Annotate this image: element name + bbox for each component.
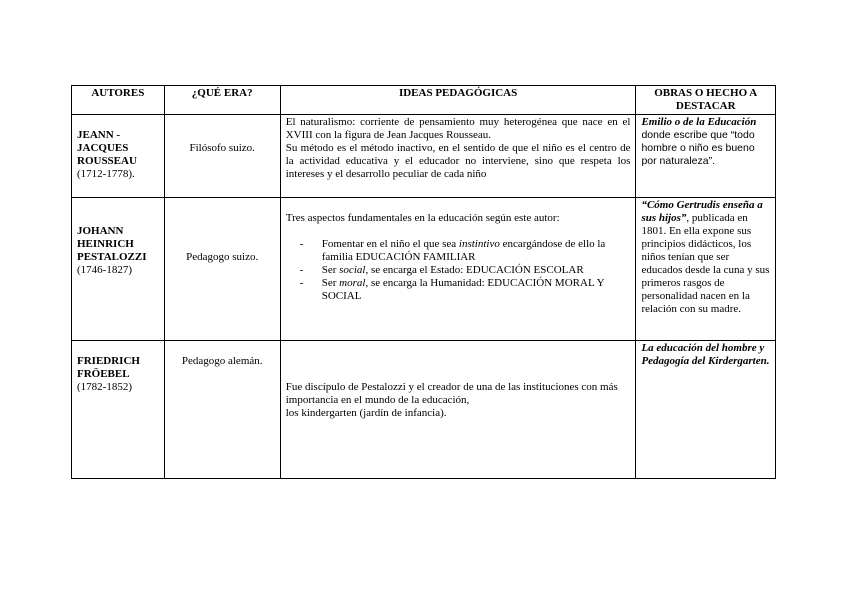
works-cell [636, 198, 776, 341]
role-text: Pedagogo alemán. [181, 355, 263, 367]
ideas-cell [280, 198, 636, 341]
table-row [72, 341, 776, 479]
role-text: Filósofo suizo. [189, 142, 255, 154]
works-cell [636, 115, 776, 198]
ideas-paragraph: El naturalismo: corriente de pensamiento muy heterogénea que nace en el XVIII con la figura de Jean Jacques Rousseau. [285, 116, 631, 141]
author-name: JEANN - JACQUES ROUSSEAU [77, 129, 137, 167]
work-title: La educación del hombre y Pedagogía del Kirdergarten. [641, 342, 770, 367]
author-years: (1712-1778). [77, 168, 135, 180]
header-que-era: ¿QUÉ ERA? [164, 86, 280, 115]
work-title: Emilio o de la Educación [641, 116, 757, 128]
author-years: (1782-1852) [77, 381, 132, 393]
work-text: , publicada en 1801. En ella expone sus principios didácticos, los niños tenían que ser educados desde la cuna y sus primeros rasgos de personalidad nacen en la relación con su madre. [641, 212, 770, 315]
author-years: (1746-1827) [77, 264, 132, 276]
role-cell [164, 198, 280, 341]
ideas-paragraph: Su método es el método inactivo, en el sentido de que el niño es el centro de la actividad educativa y el educador no interviene, sino que respeta los intereses y el desarrollo peculiar de cada niño [285, 142, 631, 180]
author-name: JOHANN HEINRICH PESTALOZZI [77, 225, 147, 263]
role-cell [164, 341, 280, 479]
authors-table [71, 85, 776, 479]
list-item: - Fomentar en el niño el que sea instintivo encargándose de ello la familia EDUCACIÓN FAMILIAR [304, 238, 631, 264]
ideas-cell [280, 341, 636, 479]
header-autores: AUTORES [72, 86, 165, 115]
works-cell [636, 341, 776, 479]
author-cell [72, 115, 165, 198]
list-item-continuation: - Ser moral, se encarga la Humanidad: EDUCACIÓN MORAL Y SOCIAL [304, 277, 631, 303]
list-item: - Ser social, se encarga el Estado: EDUCACIÓN ESCOLAR [304, 264, 631, 277]
author-name: FRIEDRICH FRÖEBEL [77, 355, 140, 380]
ideas-cell [280, 115, 636, 198]
ideas-intro: Tres aspectos fundamentales en la educación según este autor: [285, 212, 560, 224]
ideas-paragraph: los kindergarten (jardín de infancia). [285, 407, 447, 419]
header-obras: OBRAS O HECHO A DESTACAR [636, 86, 776, 115]
table-row [72, 198, 776, 341]
role-text: Pedagogo suizo. [186, 251, 259, 263]
work-title: “Cómo Gertrudis enseña a sus hijos” [641, 199, 763, 224]
ideas-paragraph: Fue discípulo de Pestalozzi y el creador de una de las instituciones con más importancia en el mundo de la educación, [285, 381, 618, 406]
role-cell [164, 115, 280, 198]
header-row [72, 86, 776, 115]
header-ideas: IDEAS PEDAGÓGICAS [280, 86, 636, 115]
work-text: donde escribe que “todo hombre o niño es bueno por naturaleza”. [641, 129, 755, 167]
ideas-list [286, 238, 631, 303]
table-row [72, 115, 776, 198]
author-cell [72, 198, 165, 341]
author-cell [72, 341, 165, 479]
